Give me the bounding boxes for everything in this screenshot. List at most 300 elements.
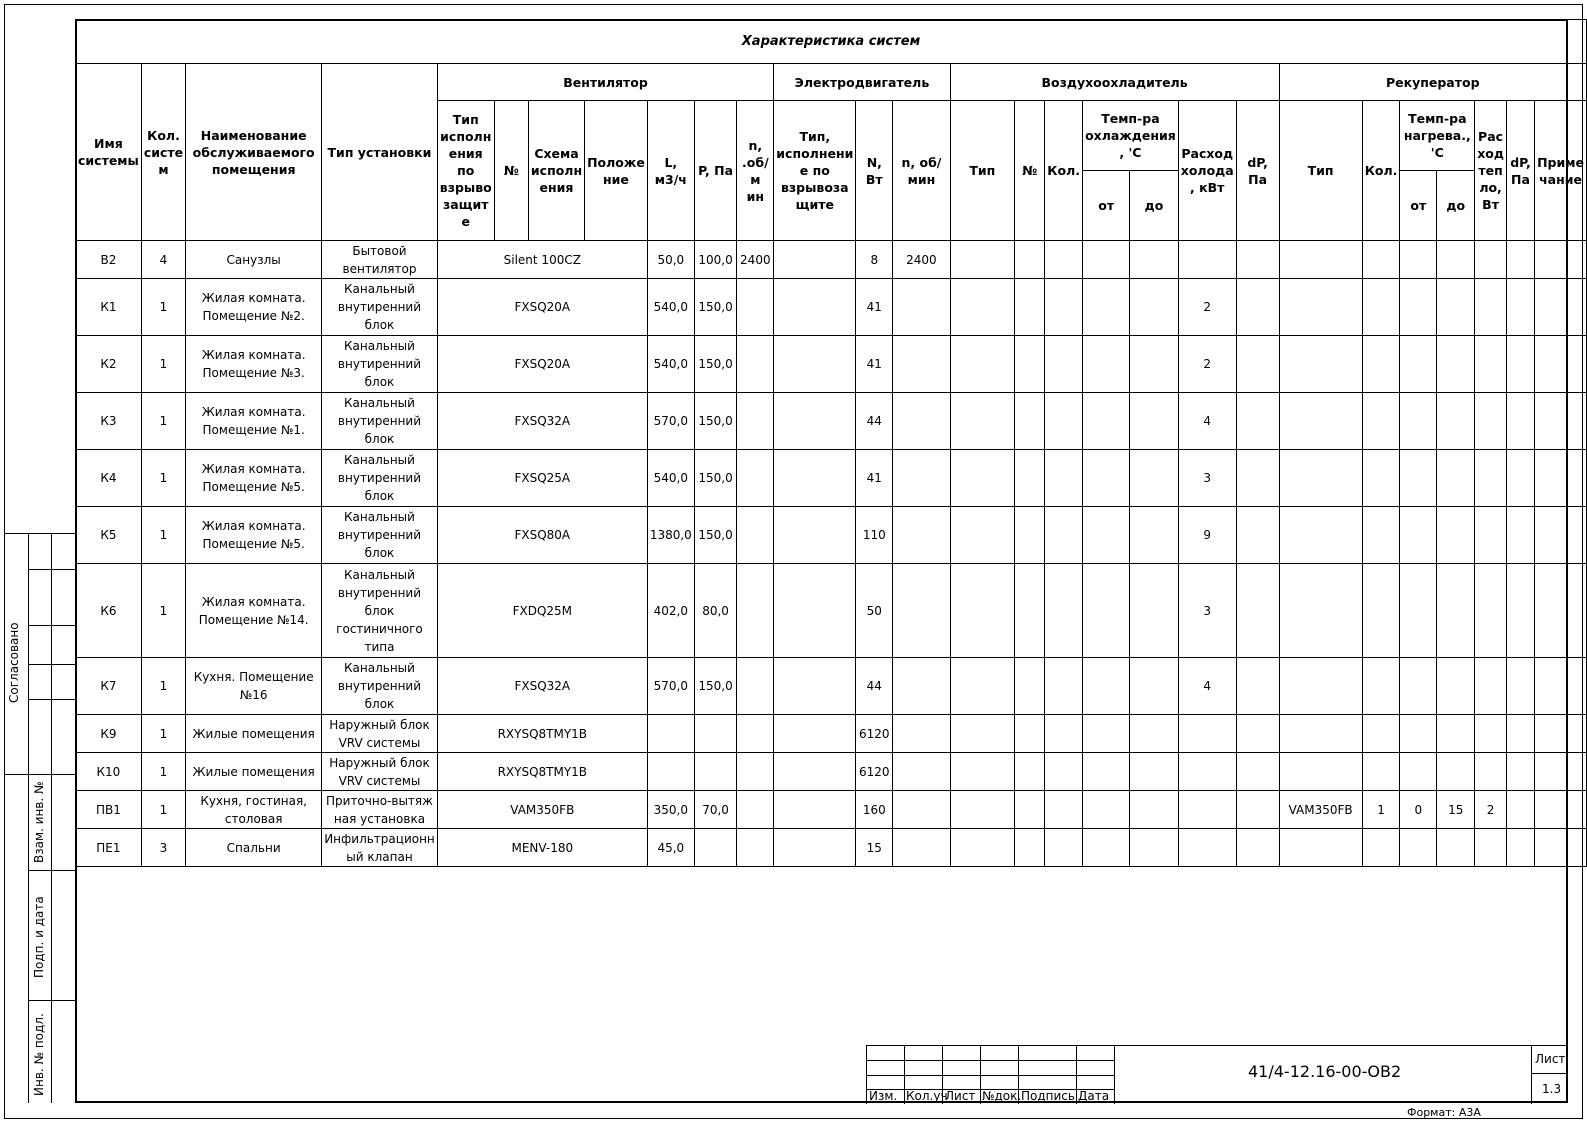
motor-rpm-cell: 2400 xyxy=(893,241,950,279)
cooler-dp-cell xyxy=(1236,564,1279,658)
fan-rpm-cell xyxy=(737,791,774,829)
rec-count-cell xyxy=(1362,336,1400,393)
room-name-cell: Жилые помещения xyxy=(186,715,322,753)
cooler-count-cell xyxy=(1045,753,1083,791)
rec-type-cell xyxy=(1279,241,1362,279)
rec-heat-cell xyxy=(1475,450,1507,507)
cooler-capacity-cell: 2 xyxy=(1178,279,1236,336)
rec-temp-to-cell xyxy=(1437,336,1475,393)
motor-explosion-cell xyxy=(774,829,856,867)
motor-power-cell: 44 xyxy=(856,658,893,715)
rec-heat-cell xyxy=(1475,753,1507,791)
rec-heat-cell xyxy=(1475,241,1507,279)
header-notes: Приме чание xyxy=(1535,101,1587,241)
cooler-type-cell xyxy=(950,241,1014,279)
system-count-cell: 1 xyxy=(141,753,185,791)
cooler-type-cell xyxy=(950,450,1014,507)
systems-table xyxy=(75,19,1587,867)
cooler-no-cell xyxy=(1014,715,1044,753)
system-name-cell: К9 xyxy=(76,715,142,753)
table-row xyxy=(76,507,1587,564)
header-rec-count: Кол. xyxy=(1362,101,1400,241)
header-rec-heat: Рас ход теп ло, Вт xyxy=(1475,101,1507,241)
cooler-capacity-cell: 4 xyxy=(1178,393,1236,450)
rec-type-cell xyxy=(1279,658,1362,715)
flow-cell xyxy=(647,753,694,791)
motor-explosion-cell xyxy=(774,450,856,507)
cooler-temp-from-cell xyxy=(1083,829,1130,867)
rec-count-cell xyxy=(1362,715,1400,753)
motor-rpm-cell xyxy=(893,791,950,829)
cooler-temp-to-cell xyxy=(1130,450,1178,507)
unit-type-cell: Приточно-вытяж ная установка xyxy=(322,791,438,829)
cooler-capacity-cell: 2 xyxy=(1178,336,1236,393)
table-row xyxy=(76,241,1587,279)
system-count-cell: 1 xyxy=(141,450,185,507)
system-name-cell: ПЕ1 xyxy=(76,829,142,867)
header-cooler-capacity: Расход холода , кВт xyxy=(1178,101,1236,241)
rec-temp-to-cell xyxy=(1437,753,1475,791)
model-cell: Silent 100CZ xyxy=(437,241,647,279)
model-cell: FXSQ20A xyxy=(437,279,647,336)
rec-type-cell xyxy=(1279,715,1362,753)
rec-temp-to-cell xyxy=(1437,564,1475,658)
notes-cell xyxy=(1535,336,1587,393)
system-count-cell: 4 xyxy=(141,241,185,279)
unit-type-cell: Канальный внутиренний блок xyxy=(322,450,438,507)
motor-rpm-cell xyxy=(893,564,950,658)
tb-col-list: Лист xyxy=(945,1089,976,1103)
rec-temp-to-cell: 15 xyxy=(1437,791,1475,829)
system-name-cell: К5 xyxy=(76,507,142,564)
header-cooler-temp-from: от xyxy=(1083,171,1130,241)
inv-orig-label: Инв. № подл. xyxy=(32,1013,46,1096)
header-rec-temp: Темп-ра нагрева., 'С xyxy=(1400,101,1475,171)
cooler-temp-from-cell xyxy=(1083,279,1130,336)
table-row xyxy=(76,279,1587,336)
motor-explosion-cell xyxy=(774,791,856,829)
cooler-capacity-cell xyxy=(1178,715,1236,753)
cooler-dp-cell xyxy=(1236,658,1279,715)
cooler-temp-to-cell xyxy=(1130,715,1178,753)
rec-type-cell: VAM350FB xyxy=(1279,791,1362,829)
rec-temp-from-cell xyxy=(1400,450,1437,507)
model-cell: RXYSQ8TMY1B xyxy=(437,715,647,753)
pressure-cell xyxy=(694,829,737,867)
model-cell: FXSQ32A xyxy=(437,393,647,450)
notes-cell xyxy=(1535,564,1587,658)
cooler-temp-from-cell xyxy=(1083,564,1130,658)
group-cooler: Воздухоохладитель xyxy=(950,64,1279,101)
format-label: Формат: А3А xyxy=(1407,1106,1481,1119)
pressure-cell: 150,0 xyxy=(694,279,737,336)
flow-cell xyxy=(647,715,694,753)
system-count-cell: 1 xyxy=(141,658,185,715)
motor-explosion-cell xyxy=(774,753,856,791)
table-row xyxy=(76,715,1587,753)
table-row xyxy=(76,791,1587,829)
rec-dp-cell xyxy=(1506,829,1534,867)
replace-inv-label: Взам. инв. № xyxy=(32,781,46,863)
system-name-cell: К4 xyxy=(76,450,142,507)
document-code: 41/4-12.16-00-ОВ2 xyxy=(1248,1062,1402,1081)
cooler-no-cell xyxy=(1014,564,1044,658)
fan-rpm-cell xyxy=(737,658,774,715)
rec-count-cell xyxy=(1362,279,1400,336)
fan-rpm-cell xyxy=(737,336,774,393)
rec-temp-from-cell xyxy=(1400,658,1437,715)
cooler-capacity-cell: 9 xyxy=(1178,507,1236,564)
unit-type-cell: Канальный внутиренний блок гостиничного типа xyxy=(322,564,438,658)
room-name-cell: Жилая комната. Помещение №3. xyxy=(186,336,322,393)
header-cooler-dp: dP, Па xyxy=(1236,101,1279,241)
system-count-cell: 3 xyxy=(141,829,185,867)
table-row xyxy=(76,336,1587,393)
rec-dp-cell xyxy=(1506,393,1534,450)
motor-explosion-cell xyxy=(774,715,856,753)
motor-explosion-cell xyxy=(774,393,856,450)
cooler-capacity-cell xyxy=(1178,241,1236,279)
notes-cell xyxy=(1535,241,1587,279)
notes-cell xyxy=(1535,829,1587,867)
header-cooler-type: Тип xyxy=(950,101,1014,241)
cooler-temp-to-cell xyxy=(1130,564,1178,658)
unit-type-cell: Канальный внутиренний блок xyxy=(322,279,438,336)
flow-cell: 350,0 xyxy=(647,791,694,829)
rec-temp-from-cell xyxy=(1400,336,1437,393)
system-count-cell: 1 xyxy=(141,336,185,393)
motor-rpm-cell xyxy=(893,753,950,791)
cooler-capacity-cell: 3 xyxy=(1178,564,1236,658)
rec-temp-to-cell xyxy=(1437,829,1475,867)
cooler-no-cell xyxy=(1014,450,1044,507)
header-cooler-temp: Темп-ра охлаждения , 'С xyxy=(1083,101,1179,171)
system-count-cell: 1 xyxy=(141,564,185,658)
header-rec-temp-from: от xyxy=(1400,171,1437,241)
motor-power-cell: 41 xyxy=(856,279,893,336)
flow-cell: 50,0 xyxy=(647,241,694,279)
notes-cell xyxy=(1535,791,1587,829)
unit-type-cell: Бытовой вентилятор xyxy=(322,241,438,279)
rec-dp-cell xyxy=(1506,753,1534,791)
header-cooler-no: № xyxy=(1014,101,1044,241)
cooler-dp-cell xyxy=(1236,791,1279,829)
system-count-cell: 1 xyxy=(141,507,185,564)
unit-type-cell: Канальный внутиренний блок xyxy=(322,336,438,393)
system-count-cell: 1 xyxy=(141,279,185,336)
system-count-cell: 1 xyxy=(141,791,185,829)
motor-rpm-cell xyxy=(893,279,950,336)
cooler-count-cell xyxy=(1045,507,1083,564)
table-row xyxy=(76,393,1587,450)
rec-heat-cell xyxy=(1475,658,1507,715)
pressure-cell: 150,0 xyxy=(694,450,737,507)
header-rec-type: Тип xyxy=(1279,101,1362,241)
group-fan: Вентилятор xyxy=(437,64,774,101)
system-name-cell: ПВ1 xyxy=(76,791,142,829)
system-count-cell: 1 xyxy=(141,715,185,753)
model-cell: VAM350FB xyxy=(437,791,647,829)
motor-rpm-cell xyxy=(893,715,950,753)
fan-rpm-cell: 2400 xyxy=(737,241,774,279)
rec-heat-cell xyxy=(1475,279,1507,336)
cooler-type-cell xyxy=(950,336,1014,393)
cooler-no-cell xyxy=(1014,753,1044,791)
cooler-temp-to-cell xyxy=(1130,791,1178,829)
header-fan-scheme: Схема исполн ения xyxy=(528,101,584,241)
cooler-temp-to-cell xyxy=(1130,658,1178,715)
fan-rpm-cell xyxy=(737,450,774,507)
cooler-dp-cell xyxy=(1236,279,1279,336)
table-row xyxy=(76,450,1587,507)
cooler-dp-cell xyxy=(1236,829,1279,867)
rec-dp-cell xyxy=(1506,241,1534,279)
cooler-no-cell xyxy=(1014,393,1044,450)
system-name-cell: К3 xyxy=(76,393,142,450)
pressure-cell: 80,0 xyxy=(694,564,737,658)
cooler-count-cell xyxy=(1045,829,1083,867)
tb-col-kol: Кол.уч xyxy=(906,1089,948,1103)
notes-cell xyxy=(1535,753,1587,791)
header-fan-pressure: P, Па xyxy=(694,101,737,241)
system-name-cell: К2 xyxy=(76,336,142,393)
table-row xyxy=(76,564,1587,658)
cooler-type-cell xyxy=(950,753,1014,791)
rec-count-cell: 1 xyxy=(1362,791,1400,829)
flow-cell: 540,0 xyxy=(647,336,694,393)
cooler-type-cell xyxy=(950,279,1014,336)
pressure-cell: 100,0 xyxy=(694,241,737,279)
rec-heat-cell: 2 xyxy=(1475,791,1507,829)
room-name-cell: Кухня. Помещение №16 xyxy=(186,658,322,715)
rec-temp-from-cell xyxy=(1400,753,1437,791)
cooler-no-cell xyxy=(1014,279,1044,336)
tb-col-signature: Подпись xyxy=(1021,1089,1075,1103)
header-fan-rpm: n, .об/м ин xyxy=(737,101,774,241)
header-system-name: Имя системы xyxy=(76,64,142,241)
cooler-temp-from-cell xyxy=(1083,393,1130,450)
rec-dp-cell xyxy=(1506,658,1534,715)
rec-dp-cell xyxy=(1506,279,1534,336)
rec-count-cell xyxy=(1362,393,1400,450)
unit-type-cell: Канальный внутиренний блок xyxy=(322,393,438,450)
table-row xyxy=(76,829,1587,867)
rec-type-cell xyxy=(1279,450,1362,507)
motor-power-cell: 41 xyxy=(856,450,893,507)
rec-temp-to-cell xyxy=(1437,715,1475,753)
cooler-no-cell xyxy=(1014,829,1044,867)
notes-cell xyxy=(1535,279,1587,336)
cooler-count-cell xyxy=(1045,393,1083,450)
sign-date-label: Подп. и дата xyxy=(32,896,46,978)
rec-dp-cell xyxy=(1506,450,1534,507)
rec-temp-to-cell xyxy=(1437,507,1475,564)
cooler-temp-from-cell xyxy=(1083,715,1130,753)
header-cooler-count: Кол. xyxy=(1045,101,1083,241)
system-name-cell: В2 xyxy=(76,241,142,279)
motor-explosion-cell xyxy=(774,507,856,564)
rec-heat-cell xyxy=(1475,564,1507,658)
room-name-cell: Кухня, гостиная, столовая xyxy=(186,791,322,829)
cooler-temp-from-cell xyxy=(1083,241,1130,279)
cooler-count-cell xyxy=(1045,658,1083,715)
header-fan-flow: L, м3/ч xyxy=(647,101,694,241)
cooler-temp-from-cell xyxy=(1083,336,1130,393)
cooler-dp-cell xyxy=(1236,753,1279,791)
model-cell: MENV-180 xyxy=(437,829,647,867)
cooler-capacity-cell: 3 xyxy=(1178,450,1236,507)
rec-count-cell xyxy=(1362,507,1400,564)
cooler-count-cell xyxy=(1045,279,1083,336)
model-cell: FXDQ25M xyxy=(437,564,647,658)
cooler-type-cell xyxy=(950,564,1014,658)
rec-dp-cell xyxy=(1506,791,1534,829)
tb-col-izm: Изм. xyxy=(869,1089,898,1103)
room-name-cell: Жилая комната. Помещение №1. xyxy=(186,393,322,450)
header-room-name: Наименование обслуживаемого помещения xyxy=(186,64,322,241)
cooler-type-cell xyxy=(950,829,1014,867)
table-row xyxy=(76,753,1587,791)
rec-temp-from-cell xyxy=(1400,393,1437,450)
motor-power-cell: 50 xyxy=(856,564,893,658)
cooler-type-cell xyxy=(950,715,1014,753)
cooler-temp-from-cell xyxy=(1083,507,1130,564)
table-row xyxy=(76,658,1587,715)
title-block xyxy=(866,1045,1568,1103)
system-name-cell: К10 xyxy=(76,753,142,791)
notes-cell xyxy=(1535,658,1587,715)
rec-heat-cell xyxy=(1475,336,1507,393)
rec-dp-cell xyxy=(1506,715,1534,753)
motor-power-cell: 6120 xyxy=(856,715,893,753)
notes-cell xyxy=(1535,507,1587,564)
motor-power-cell: 44 xyxy=(856,393,893,450)
sheet-number: 1.3 xyxy=(1542,1082,1562,1096)
rec-type-cell xyxy=(1279,829,1362,867)
notes-cell xyxy=(1535,450,1587,507)
rec-temp-from-cell: 0 xyxy=(1400,791,1437,829)
rec-count-cell xyxy=(1362,829,1400,867)
cooler-dp-cell xyxy=(1236,393,1279,450)
unit-type-cell: Наружный блок VRV системы xyxy=(322,753,438,791)
header-unit-type: Тип установки xyxy=(322,64,438,241)
cooler-temp-to-cell xyxy=(1130,279,1178,336)
rec-heat-cell xyxy=(1475,393,1507,450)
cooler-capacity-cell xyxy=(1178,829,1236,867)
rec-type-cell xyxy=(1279,507,1362,564)
cooler-temp-from-cell xyxy=(1083,791,1130,829)
motor-power-cell: 160 xyxy=(856,791,893,829)
table-title: Характеристика систем xyxy=(76,20,1587,64)
cooler-temp-to-cell xyxy=(1130,241,1178,279)
pressure-cell: 70,0 xyxy=(694,791,737,829)
flow-cell: 570,0 xyxy=(647,658,694,715)
header-fan-position: Положе ние xyxy=(585,101,648,241)
cooler-no-cell xyxy=(1014,791,1044,829)
motor-power-cell: 15 xyxy=(856,829,893,867)
system-name-cell: К7 xyxy=(76,658,142,715)
unit-type-cell: Инфильтрационн ый клапан xyxy=(322,829,438,867)
motor-power-cell: 8 xyxy=(856,241,893,279)
rec-temp-from-cell xyxy=(1400,241,1437,279)
flow-cell: 540,0 xyxy=(647,279,694,336)
motor-rpm-cell xyxy=(893,829,950,867)
group-recuperator: Рекуператор xyxy=(1279,64,1586,101)
rec-type-cell xyxy=(1279,564,1362,658)
cooler-temp-from-cell xyxy=(1083,753,1130,791)
model-cell: FXSQ80A xyxy=(437,507,647,564)
cooler-dp-cell xyxy=(1236,715,1279,753)
cooler-count-cell xyxy=(1045,791,1083,829)
rec-count-cell xyxy=(1362,658,1400,715)
rec-count-cell xyxy=(1362,450,1400,507)
cooler-temp-to-cell xyxy=(1130,393,1178,450)
motor-explosion-cell xyxy=(774,279,856,336)
rec-dp-cell xyxy=(1506,507,1534,564)
rec-temp-from-cell xyxy=(1400,715,1437,753)
pressure-cell: 150,0 xyxy=(694,336,737,393)
fan-rpm-cell xyxy=(737,279,774,336)
cooler-dp-cell xyxy=(1236,450,1279,507)
rec-temp-to-cell xyxy=(1437,393,1475,450)
rec-temp-to-cell xyxy=(1437,241,1475,279)
motor-rpm-cell xyxy=(893,658,950,715)
model-cell: FXSQ25A xyxy=(437,450,647,507)
cooler-dp-cell xyxy=(1236,336,1279,393)
cooler-temp-from-cell xyxy=(1083,450,1130,507)
rec-count-cell xyxy=(1362,241,1400,279)
flow-cell: 570,0 xyxy=(647,393,694,450)
cooler-type-cell xyxy=(950,393,1014,450)
pressure-cell: 150,0 xyxy=(694,507,737,564)
cooler-count-cell xyxy=(1045,336,1083,393)
rec-temp-from-cell xyxy=(1400,279,1437,336)
cooler-temp-to-cell xyxy=(1130,507,1178,564)
rec-temp-from-cell xyxy=(1400,564,1437,658)
unit-type-cell: Канальный внутиренний блок xyxy=(322,507,438,564)
unit-type-cell: Канальный внутиренний блок xyxy=(322,658,438,715)
fan-rpm-cell xyxy=(737,393,774,450)
pressure-cell: 150,0 xyxy=(694,393,737,450)
motor-power-cell: 41 xyxy=(856,336,893,393)
header-cooler-temp-to: до xyxy=(1130,171,1178,241)
motor-explosion-cell xyxy=(774,564,856,658)
header-motor-power: N, Вт xyxy=(856,101,893,241)
cooler-dp-cell xyxy=(1236,507,1279,564)
room-name-cell: Жилая комната. Помещение №5. xyxy=(186,507,322,564)
motor-power-cell: 110 xyxy=(856,507,893,564)
cooler-dp-cell xyxy=(1236,241,1279,279)
rec-heat-cell xyxy=(1475,715,1507,753)
model-cell: FXSQ20A xyxy=(437,336,647,393)
cooler-no-cell xyxy=(1014,658,1044,715)
fan-rpm-cell xyxy=(737,564,774,658)
cooler-count-cell xyxy=(1045,564,1083,658)
flow-cell: 402,0 xyxy=(647,564,694,658)
cooler-capacity-cell xyxy=(1178,753,1236,791)
fan-rpm-cell xyxy=(737,829,774,867)
room-name-cell: Спальни xyxy=(186,829,322,867)
model-cell: RXYSQ8TMY1B xyxy=(437,753,647,791)
cooler-temp-to-cell xyxy=(1130,829,1178,867)
unit-type-cell: Наружный блок VRV системы xyxy=(322,715,438,753)
rec-temp-to-cell xyxy=(1437,658,1475,715)
header-system-count: Кол. систе м xyxy=(141,64,185,241)
fan-rpm-cell xyxy=(737,753,774,791)
cooler-capacity-cell: 4 xyxy=(1178,658,1236,715)
cooler-temp-to-cell xyxy=(1130,336,1178,393)
cooler-capacity-cell xyxy=(1178,791,1236,829)
